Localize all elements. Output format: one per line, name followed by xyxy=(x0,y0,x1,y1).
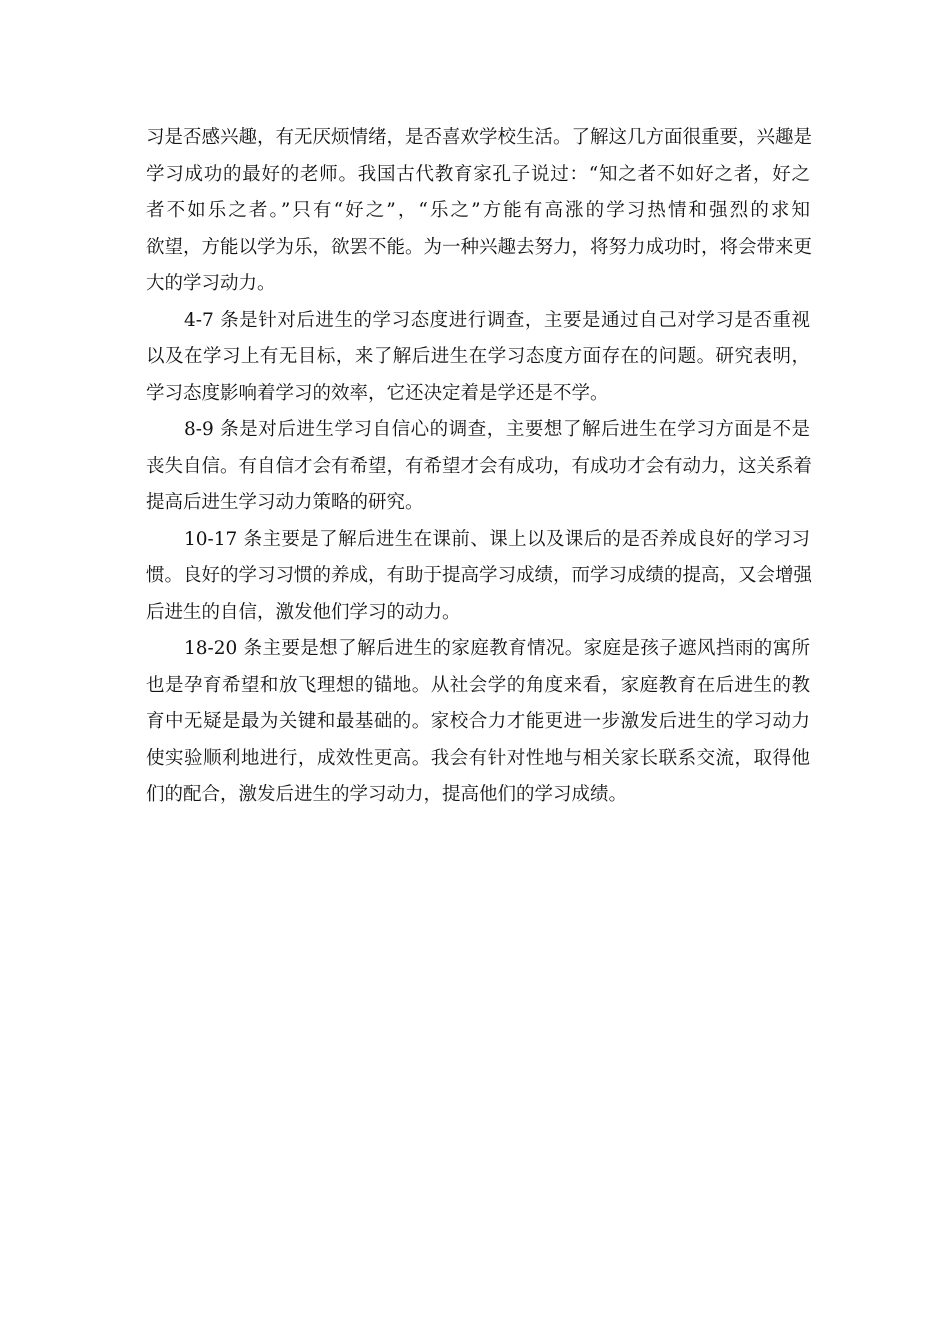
text-line: 也是孕育希望和放飞理想的锚地。从社会学的角度来看，家庭教育在后进生的教 xyxy=(146,674,810,696)
text-line: 学习成功的最好的老师。我国古代教育家孔子说过：“知之者不如好之者，好之 xyxy=(146,163,810,185)
text-line: 4-7 条是针对后进生的学习态度进行调查，主要是通过自己对学习是否重视 xyxy=(184,309,810,331)
text-line: 大的学习动力。 xyxy=(146,273,276,294)
text-line: 以及在学习上有无目标，来了解后进生在学习态度方面存在的问题。研究表明， xyxy=(146,346,810,367)
text-line: 们的配合，激发后进生的学习动力，提高他们的学习成绩。 xyxy=(146,784,628,805)
paragraph-habits xyxy=(146,522,813,632)
paragraph-interest xyxy=(146,120,813,303)
text-line: 10-17 条主要是了解后进生在课前、课上以及课后的是否养成良好的学习习 xyxy=(184,528,810,550)
text-line: 育中无疑是最为关键和最基础的。家校合力才能更进一步激发后进生的学习动力 xyxy=(146,711,810,732)
text-line: 学习态度影响着学习的效率，它还决定着是学还是不学。 xyxy=(146,382,609,404)
text-line: 8-9 条是对后进生学习自信心的调查，主要想了解后进生在学习方面是不是 xyxy=(184,419,810,440)
text-line: 者不如乐之者。”只有“好之”，“乐之”方能有高涨的学习热情和强烈的求知 xyxy=(146,200,810,221)
text-line: 欲望，方能以学为乐，欲罢不能。为一种兴趣去努力，将努力成功时，将会带来更 xyxy=(146,236,813,258)
text-line: 18-20 条主要是想了解后进生的家庭教育情况。家庭是孩子遮风挡雨的寓所 xyxy=(184,638,810,659)
paragraph-attitude xyxy=(146,303,810,413)
text-line: 惯。良好的学习习惯的养成，有助于提高学习成绩，而学习成绩的提高，又会增强 xyxy=(146,565,813,586)
text-line: 丧失自信。有自信才会有希望，有希望才会有成功，有成功才会有动力，这关系着 xyxy=(146,455,813,477)
text-line: 使实验顺利地进行，成效性更高。我会有针对性地与相关家长联系交流，取得他 xyxy=(146,747,810,769)
text-line: 后进生的自信，激发他们学习的动力。 xyxy=(146,601,461,623)
paragraph-confidence xyxy=(146,412,813,522)
document-body xyxy=(146,120,813,814)
paragraph-family xyxy=(146,631,810,814)
text-line: 提高后进生学习动力策略的研究。 xyxy=(146,492,424,513)
text-line: 习是否感兴趣，有无厌烦情绪，是否喜欢学校生活。了解这几方面很重要，兴趣是 xyxy=(146,127,813,148)
